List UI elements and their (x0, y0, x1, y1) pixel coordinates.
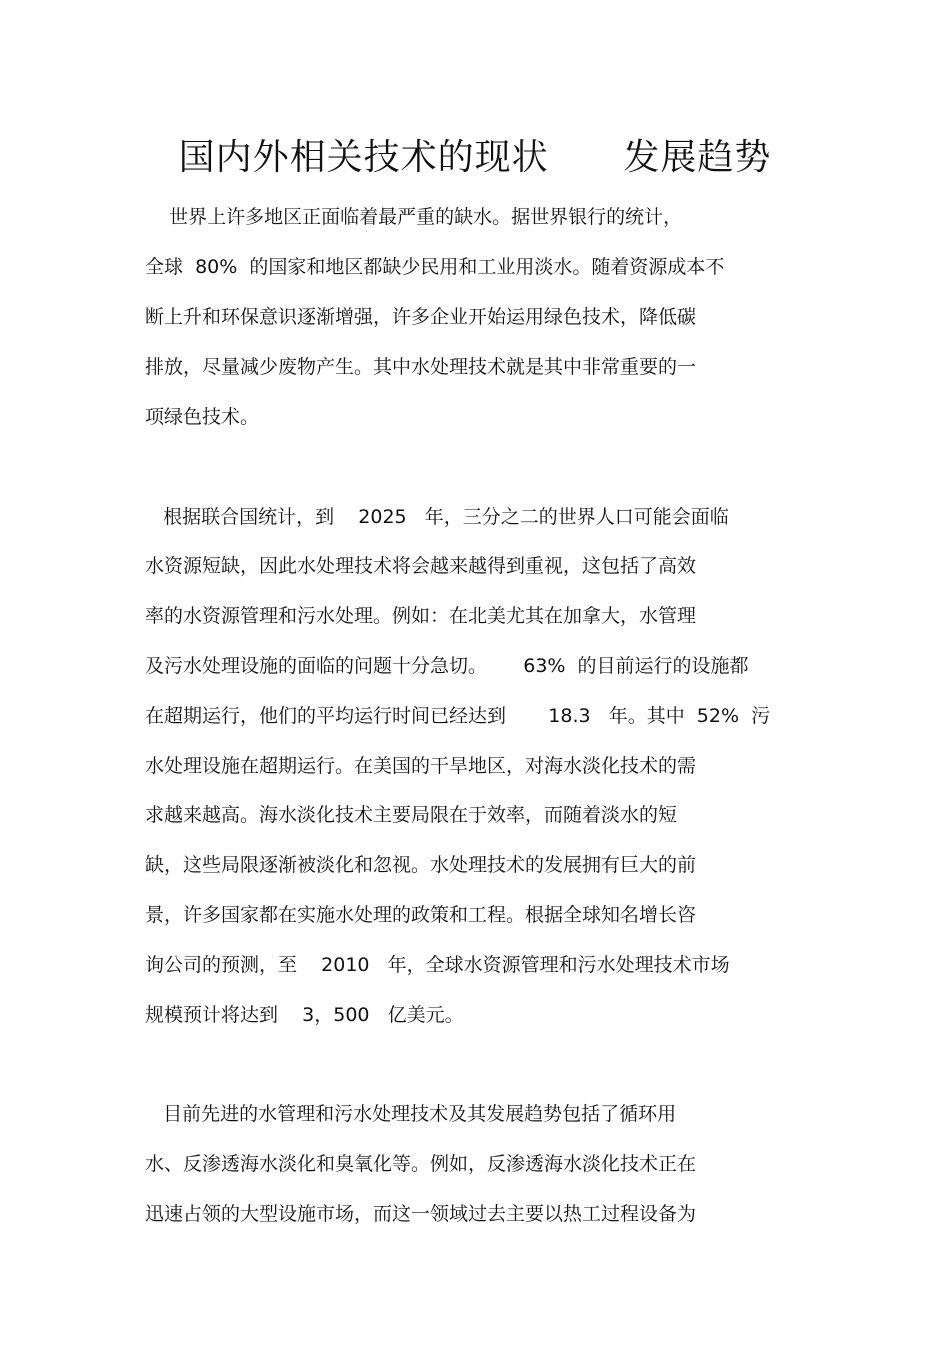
paragraph-line: 项绿色技术。 (145, 406, 260, 428)
paragraph-line: 询公司的预测，至 2010 年，全球水资源管理和污水处理技术市场 (145, 954, 730, 976)
paragraph-line: 全球 80% 的国家和地区都缺少民用和工业用淡水。随着资源成本不 (145, 256, 725, 278)
paragraph-line: 世界上许多地区正面临着最严重的缺水。据世界银行的统计， (145, 206, 683, 228)
paragraph-line: 水资源短缺，因此水处理技术将会越来越得到重视，这包括了高效 (145, 555, 697, 577)
paragraph-line: 目前先进的水管理和污水处理技术及其发展趋势包括了循环用 (145, 1103, 677, 1125)
paragraph-line: 断上升和环保意识逐渐增强，许多企业开始运用绿色技术，降低碳 (145, 306, 697, 328)
paragraph-line: 及污水处理设施的面临的问题十分急切。 63% 的目前运行的设施都 (145, 655, 749, 677)
paragraph-line: 排放，尽量减少废物产生。其中水处理技术就是其中非常重要的一 (145, 356, 697, 378)
paragraph-line: 缺，这些局限逐渐被淡化和忽视。水处理技术的发展拥有巨大的前 (145, 854, 697, 876)
paragraph-line: 根据联合国统计，到 2025 年，三分之二的世界人口可能会面临 (145, 506, 729, 528)
paragraph-line: 水处理设施在超期运行。在美国的干旱地区，对海水淡化技术的需 (145, 755, 697, 777)
paragraph-line: 水、反渗透海水淡化和臭氧化等。例如，反渗透海水淡化技术正在 (145, 1153, 697, 1175)
paragraph-line: 率的水资源管理和污水处理。例如：在北美尤其在加拿大，水管理 (145, 605, 697, 627)
paragraph-line: 景，许多国家都在实施水处理的政策和工程。根据全球知名增长咨 (145, 904, 697, 926)
paragraph-line: 迅速占领的大型设施市场，而这一领域过去主要以热工过程设备为 (145, 1203, 697, 1225)
paragraph-line: 规模预计将达到 3，500 亿美元。 (145, 1004, 464, 1026)
paragraph-line: 求越来越高。海水淡化技术主要局限在于效率，而随着淡水的短 (145, 804, 678, 826)
document-title: 国内外相关技术的现状 发展趋势 (178, 137, 772, 178)
paragraph-line: 在超期运行，他们的平均运行时间已经达到 18.3 年。其中 52% 污 (145, 705, 771, 727)
